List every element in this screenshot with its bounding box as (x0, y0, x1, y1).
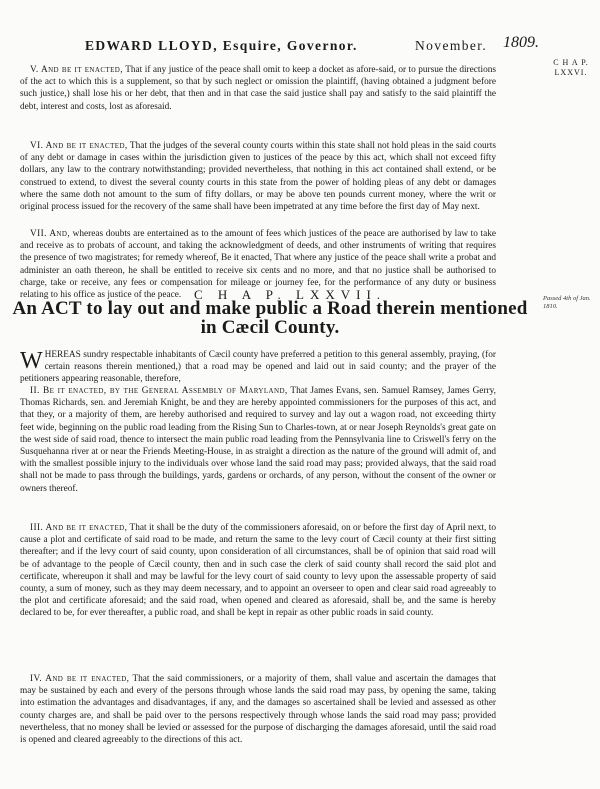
chapter-heading: C H A P. LXXVII. (193, 287, 387, 302)
act-section-ii-lead: II. Be it enacted, by the General Assembly of Maryland, (30, 386, 288, 396)
header-month: November. (415, 38, 488, 53)
act-section-iv-lead: IV. And be it enacted, (30, 674, 130, 684)
act-section-iii (20, 522, 496, 620)
preamble-text: HEREAS sundry respectable inhabitants of Cæcil county have preferred a petition to this general assembly, praying, (for certain reasons therein mentioned,) that a road may be opened and laid out in said county; and the prayer of the petitioners appearing reasonable, therefore, (20, 350, 496, 385)
section-vii-text: whereas doubts are entertained as to the amount of fees which justices of the peace are authorised by law to take and receive as to probats of account, and taking the acknowledgment of deeds, and other instruments of writing that requires the presence of two magistrates; for remedy whereof, Be it enacted, That where any justice of the peace shall write a probat and administer an oath thereon, he shall be entitled to receive six cents and no more, and that no justice shall be authorised to charge, take or receive, any fees or compensation for mileage or journey fee, for the performance of any duty or business relating to his office as justice of the peace. (20, 229, 496, 301)
margin-chap-number: LXXVI. (554, 68, 588, 77)
section-v (20, 64, 496, 113)
act-section-iv-text: That the said commissioners, or a majority of them, shall value and ascertain the damages that may be sustained by each and every of the persons through whose lands the said road may pass, by opening the same, taking into estimation the advantages and disadvantages, if any, and the damages so ascertained shall be levied and assessed as other county charges are, and shall be paid over to the persons respectively through whose lands the said road may pass; provided nevertheless, that no money shall be levied or assessed for the purpose of discharging the damages aforesaid, until the said road is opened and cleared agreeably to the directions of this act. (20, 674, 496, 746)
act-title: An ACT to lay out and make public a Road therein mentioned in Cæcil County. (12, 298, 528, 338)
section-vi-lead: VI. And be it enacted, (30, 141, 128, 151)
section-vi (20, 140, 496, 213)
header-governor-name: EDWARD LLOYD, Esquire, Governor. (85, 38, 358, 53)
act-preamble (20, 349, 496, 386)
section-vii-lead: VII. And, (30, 229, 71, 239)
margin-passed-note: Passed 4th of Jan. 1810. (543, 295, 591, 310)
section-v-lead: V. And be it enacted, (30, 65, 123, 75)
section-vi-text: That the judges of the several county courts within this state shall not hold pleas in the said courts of any debt or damage in cases within the jurisdiction given to justices of the peace by this act, which shall not exceed fifty dollars, any law to the contrary notwithstanding; provided nevertheless, that nothing in this act contained shall extend, or be construed to extend, to divest the several county courts in this state from the power of holding pleas of any debt or damages where the same doth not amount to the sum of fifty dollars, or may be above ten pounds current money, where the writ or original process issued for the recovery of the same shall have been impetrated at any time before the first day of May next. (20, 141, 496, 213)
act-section-iii-lead: III. And be it enacted, (30, 523, 128, 533)
section-v-text: That if any justice of the peace shall omit to keep a docket as afore-said, or to pursue the directions of the act to which this is a supplement, so that by such neglect or omission the plaintiff, (having obtained a judgment before such justice,) shall lose his or her debt, that then and in that case the said justice shall pay and satisfy to the said plaintiff the debt, interest and costs, lost as aforesaid. (20, 65, 496, 112)
act-section-ii-text: That James Evans, sen. Samuel Ramsey, James Gerry, Thomas Richards, sen. and Jeremiah Knight, be and they are hereby appointed commissioners for the purposes of this act, and that they, or a majority of them, are hereby authorised and required to survey and lay out a wagon road, not exceeding thirty feet wide, beginning on the public road leading from the Rising Sun to Charles-town, at or near Joseph Reynolds's great gate on the west side of said road, thence to intersect the main public road leading from the Pennsylvania line to Criswell's ferry on the Susquehanna river at or near the Friends Meeting-House, in as straight a direction as the nature of the ground will admit of, and with the smallest possible injury to the individuals over whose land the said road may pass; provided always, that the said road shall not be made to pass through the buildings, yards, gardens or orchards, of any person, without the consent of the owner or owners thereof. (20, 386, 496, 494)
margin-chapter-label (546, 58, 596, 78)
header-year: 1809. (503, 34, 539, 51)
margin-chap-word: C H A P. (553, 58, 589, 67)
running-header (85, 34, 539, 54)
preamble-dropcap: W (20, 348, 43, 374)
act-section-iii-text: That it shall be the duty of the commissioners aforesaid, on or before the first day of April next, to cause a plot and certificate of said road to be made, and return the same to the levy court of Cæcil county at their first sitting thereafter; and if the levy court of said county, upon consideration of all circumstances, shall be of opinion that said road will be of advantage to the people of Cæcil county, then and in such case the clerk of said county shall record the said plot and certificate, whereupon it shall and may be lawful for the levy court of said county to levy upon the assessable property of said county, a sum of money, such as they may deem necessary, and to appoint an overseer to open and clear said road agreeably to the plot and certificate aforesaid; and the said road, when opened and cleared as aforesaid, shall be, and the same is hereby declared to be, for ever thereafter, a public road, and shall be kept in repair as other public roads in said county. (20, 523, 496, 619)
act-section-iv (20, 673, 496, 746)
act-section-ii (20, 385, 496, 495)
